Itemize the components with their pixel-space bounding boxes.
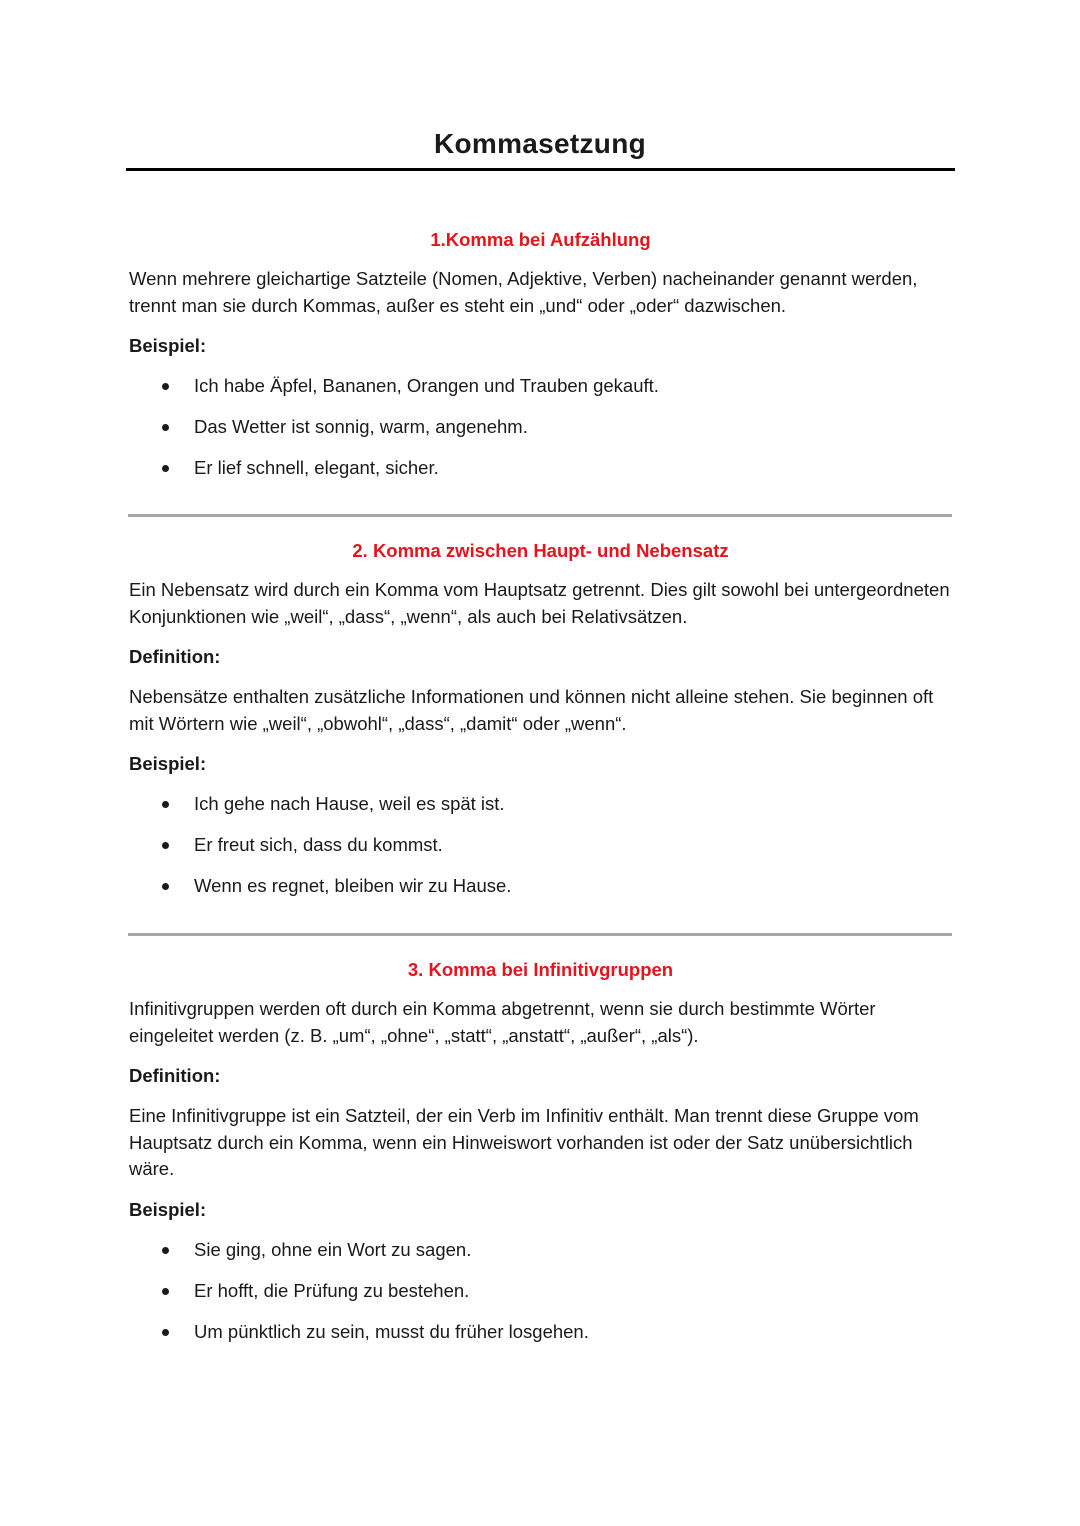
section-heading: 2. Komma zwischen Haupt- und Nebensatz: [352, 540, 729, 561]
example-list: [129, 791, 952, 914]
section-intro: Wenn mehrere gleichartige Satzteile (Nomen, Adjektive, Verben) nacheinander genannt werden, trennt man sie durch Kommas, außer es steht ein „und“ oder „oder“ dazwischen.: [129, 268, 918, 316]
section-divider: [128, 514, 952, 517]
list-item: [129, 414, 952, 455]
example-text: Ich gehe nach Hause, weil es spät ist.: [194, 793, 505, 814]
definition-text: Nebensätze enthalten zusätzliche Informationen und können nicht alleine stehen. Sie beginnen oft mit Wörtern wie „weil“, „obwohl“, „dass“, „damit“ oder „wenn“.: [129, 686, 934, 734]
section-aufzaehlung: [129, 228, 952, 496]
list-item: [129, 455, 952, 496]
definition-label: Definition:: [129, 1065, 221, 1086]
title-underline: [126, 168, 955, 171]
bullet-icon: [162, 842, 169, 849]
bullet-icon: [162, 424, 169, 431]
section-intro: Infinitivgruppen werden oft durch ein Komma abgetrennt, wenn sie durch bestimmte Wörter eingeleitet werden (z. B. „um“, „ohne“, „statt“, „anstatt“, „außer“, „als“).: [129, 998, 876, 1046]
example-text: Um pünktlich zu sein, musst du früher losgehen.: [194, 1320, 589, 1342]
bullet-icon: [162, 883, 169, 890]
example-text: Sie ging, ohne ein Wort zu sagen.: [194, 1238, 472, 1260]
list-item: [129, 373, 952, 414]
example-text: Wenn es regnet, bleiben wir zu Hause.: [194, 875, 512, 896]
bullet-icon: [162, 801, 169, 808]
example-text: Er freut sich, dass du kommst.: [194, 834, 443, 855]
list-item: [129, 791, 952, 832]
section-intro: Ein Nebensatz wird durch ein Komma vom Hauptsatz getrennt. Dies gilt sowohl bei untergeordneten Konjunktionen wie „weil“, „dass“, „wenn“, als auch bei Relativsätzen.: [129, 579, 950, 627]
list-item: [129, 832, 952, 873]
bullet-icon: [162, 1329, 169, 1336]
bullet-icon: [162, 1288, 169, 1295]
example-text: Er lief schnell, elegant, sicher.: [194, 457, 439, 478]
example-text: Er hofft, die Prüfung zu bestehen.: [194, 1279, 470, 1301]
section-infinitivgruppen: [129, 958, 952, 1360]
list-item: [129, 1319, 952, 1360]
example-list: [129, 1237, 952, 1360]
example-text: Das Wetter ist sonnig, warm, angenehm.: [194, 416, 528, 437]
list-item: [129, 1237, 952, 1278]
example-label: Beispiel:: [129, 753, 207, 774]
definition-text: Eine Infinitivgruppe ist ein Satzteil, der ein Verb im Infinitiv enthält. Man trennt diese Gruppe vom Hauptsatz durch ein Komma, wenn ein Hinweiswort vorhanden ist oder der Satz unübersichtlich wäre.: [129, 1105, 919, 1179]
list-item: [129, 1278, 952, 1319]
example-label: Beispiel:: [129, 1198, 207, 1220]
list-item: [129, 873, 952, 914]
document-title: Kommasetzung: [433, 128, 647, 159]
definition-label: Definition:: [129, 646, 221, 667]
example-text: Ich habe Äpfel, Bananen, Orangen und Trauben gekauft.: [194, 375, 659, 396]
bullet-icon: [162, 1247, 169, 1254]
section-divider: [128, 933, 952, 936]
bullet-icon: [162, 465, 169, 472]
example-list: [129, 373, 952, 496]
bullet-icon: [162, 383, 169, 390]
section-heading: 3. Komma bei Infinitivgruppen: [407, 959, 674, 980]
example-label: Beispiel:: [129, 335, 207, 356]
section-heading: 1.Komma bei Aufzählung: [430, 229, 651, 250]
section-nebensatz: [129, 539, 952, 914]
